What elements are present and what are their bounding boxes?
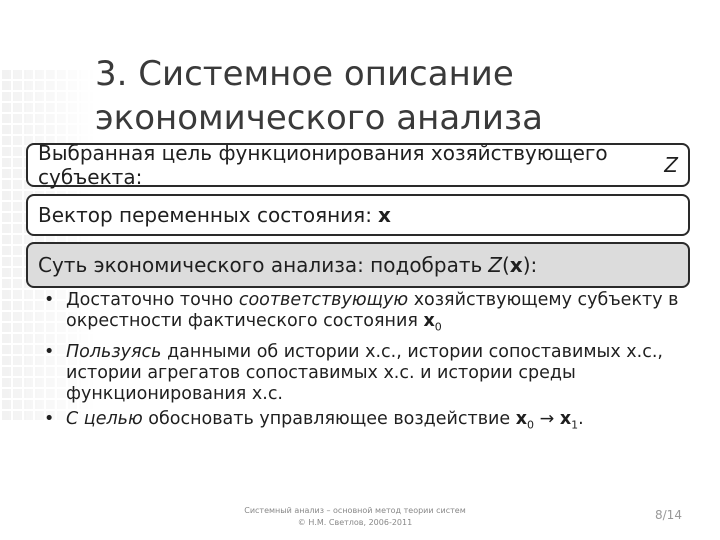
bullet-icon: • [44, 408, 55, 429]
slide-title [95, 52, 655, 140]
bullet-text: Достаточно точно [66, 290, 239, 310]
bullet-item [40, 342, 680, 405]
bullet-icon: • [44, 290, 55, 310]
bullet-text: обосновать управляющее воздействие [142, 408, 516, 429]
bullet-emphasis: соответствующую [238, 290, 409, 310]
bullet-subscript: 1 [571, 418, 579, 431]
bullet-item [40, 409, 680, 436]
state-vector-box [26, 194, 690, 236]
bullet-text: хозяйствующему субъекту в окрестности фактического состояния [66, 290, 679, 331]
essence-paren-close: ): [522, 253, 538, 277]
slide-footer [230, 505, 480, 529]
bullet-symbol: x [423, 311, 435, 331]
essence-text: Суть экономического анализа: подобрать [38, 253, 483, 277]
footer-line-2: © Н.М. Светлов, 2006-2011 [297, 518, 413, 527]
vector-symbol: x [377, 203, 391, 227]
bullet-subscript: 0 [434, 320, 442, 334]
essence-paren-open: ( [501, 253, 510, 277]
goal-symbol: Z [664, 153, 678, 177]
page-number: 8/14 [655, 508, 682, 522]
essence-argument: x [509, 253, 523, 277]
title-line-1: 3. Системное описание [95, 54, 514, 94]
vector-text: Вектор переменных состояния: [38, 203, 372, 227]
bullet-subscript: 0 [527, 418, 535, 431]
bullet-item [40, 290, 680, 338]
analysis-essence-box [26, 242, 690, 288]
bullet-symbol: x [515, 408, 528, 429]
bullet-list [40, 290, 680, 439]
goal-box [26, 143, 690, 187]
bullet-emphasis: Пользуясь [66, 341, 162, 362]
bullet-symbol: x [559, 408, 572, 429]
bullet-emphasis: С целью [66, 408, 143, 429]
bullet-text: данными об истории х.с., истории сопоставимых х.с., истории агрегатов сопоставимых х.с. и истории среды функционирования х.с. [66, 341, 663, 404]
title-line-2: экономического анализа [95, 98, 543, 138]
footer-line-1: Системный анализ – основной метод теории систем [244, 506, 466, 515]
goal-text: Выбранная цель функционирования хозяйствующего субъекта: [38, 141, 608, 189]
arrow-icon: → [534, 408, 560, 429]
bullet-icon: • [44, 341, 55, 362]
bullet-text: . [578, 408, 584, 429]
essence-function: Z [488, 253, 502, 277]
